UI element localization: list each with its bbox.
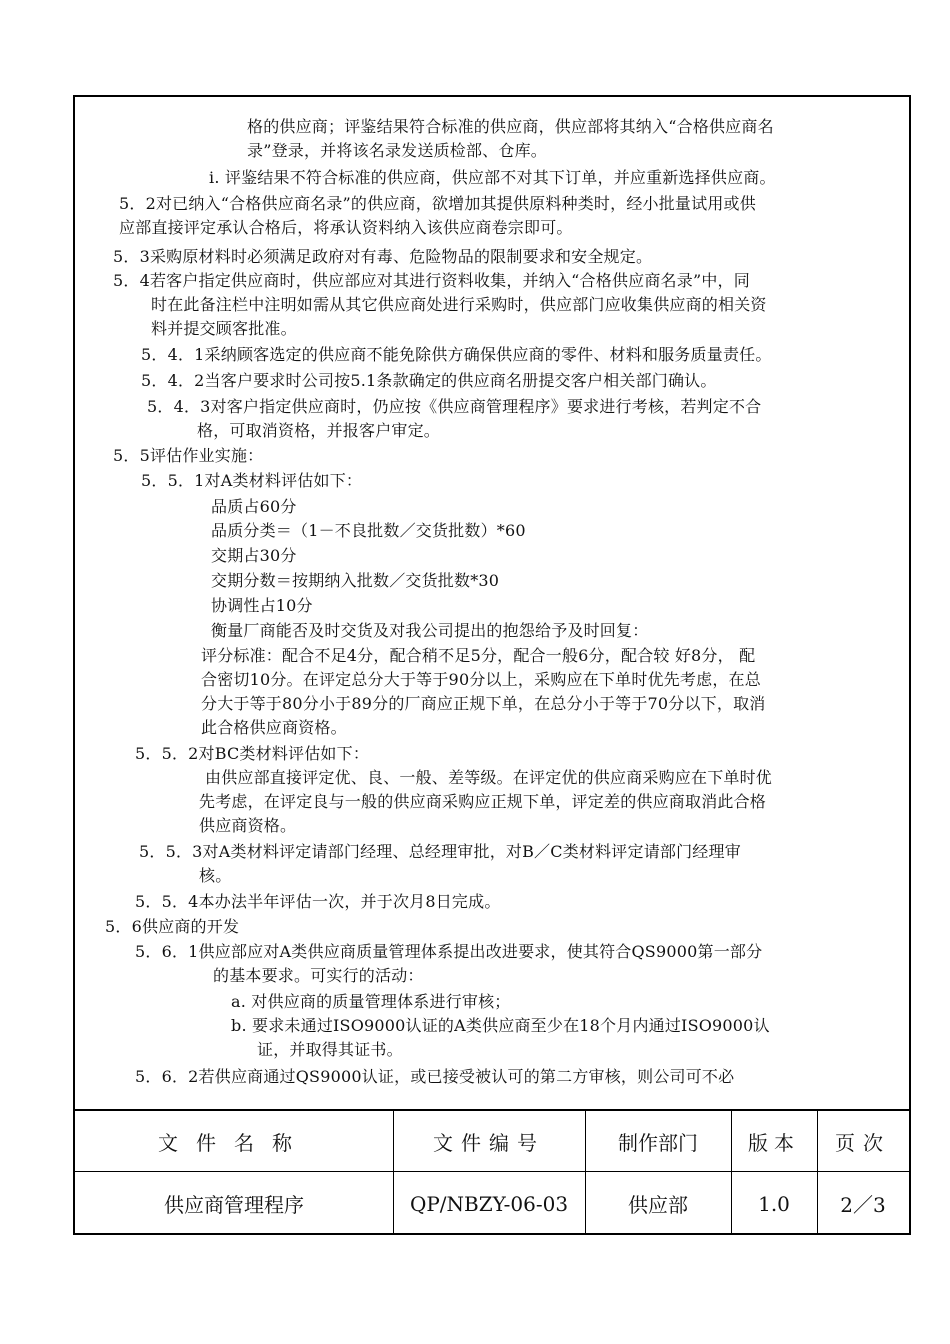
body-line: 5．5．2对BC类材料评估如下： xyxy=(135,744,370,763)
body-line: 时在此备注栏中注明如需从其它供应商处进行采购时，供应部门应收集供应商的相关资 xyxy=(151,295,767,314)
footer-header-page: 页次 xyxy=(835,1130,891,1155)
body-line: 料并提交顾客批准。 xyxy=(151,319,297,338)
footer-header-version: 版本 xyxy=(748,1130,800,1155)
body-line: 分大于等于80分小于89分的厂商应正规下单，在总分小于等于70分以下，取消 xyxy=(201,694,766,713)
body-line: 5．6供应商的开发 xyxy=(105,917,240,936)
body-line: 应部直接评定承认合格后，将承认资料纳入该供应商卷宗即可。 xyxy=(119,218,573,237)
footer-department: 供应部 xyxy=(628,1193,688,1217)
body-line: 格，可取消资格，并报客户审定。 xyxy=(197,421,441,440)
body-line: 证，并取得其证书。 xyxy=(257,1040,403,1059)
footer-header-department: 制作部门 xyxy=(618,1130,698,1155)
footer-page-number: 2／3 xyxy=(840,1193,886,1217)
body-line: 5．4．1采纳顾客选定的供应商不能免除供方确保供应商的零件、材料和服务质量责任。 xyxy=(141,345,772,364)
body-line: 5．4若客户指定供应商时，供应部应对其进行资料收集，并纳入“合格供应商名录”中，同 xyxy=(113,271,750,290)
footer-version: 1.0 xyxy=(758,1191,790,1216)
body-line: 5．6．1供应部应对A类供应商质量管理体系提出改进要求，使其符合QS9000第一部分 xyxy=(135,942,763,961)
body-line: 5．5评估作业实施： xyxy=(113,446,264,465)
body-line: 由供应部直接评定优、良、一般、差等级。在评定优的供应商采购应在下单时优 xyxy=(205,768,773,787)
body-line: 核。 xyxy=(199,866,232,885)
body-line: 评分标准：配合不足4分，配合稍不足5分，配合一般6分，配合较 好8分， 配 xyxy=(201,646,756,665)
body-line: 格的供应商；评鉴结果符合标准的供应商，供应部将其纳入“合格供应商名 xyxy=(247,117,774,136)
body-line: 录”登录，并将该名录发送质检部、仓库。 xyxy=(247,141,547,160)
body-line: 5．5．3对A类材料评定请部门经理、总经理审批，对B／C类材料评定请部门经理审 xyxy=(139,842,741,861)
body-line: 合密切10分。在评定总分大于等于90分以上，采购应在下单时优先考虑，在总 xyxy=(201,670,761,689)
body-line: 5．2对已纳入“合格供应商名录”的供应商，欲增加其提供原料种类时，经小批量试用或供 xyxy=(119,194,756,213)
body-line: 此合格供应商资格。 xyxy=(201,718,347,737)
document-frame xyxy=(73,95,911,1235)
body-line: 的基本要求。可实行的活动： xyxy=(213,966,424,985)
footer-document-name: 供应商管理程序 xyxy=(164,1193,304,1217)
body-line: 衡量厂商能否及时交货及对我公司提出的抱怨给予及时回复： xyxy=(211,621,649,640)
body-line: 品质分类＝（1－不良批数／交货批数）*60 xyxy=(211,521,526,540)
body-line: 品质占60分 xyxy=(211,497,297,516)
body-line: i. 评鉴结果不符合标准的供应商，供应部不对其下订单，并应重新选择供应商。 xyxy=(209,168,776,187)
body-line: 先考虑，在评定良与一般的供应商采购应正规下单，评定差的供应商取消此合格 xyxy=(199,792,767,811)
body-line: 协调性占10分 xyxy=(211,596,313,615)
body-line: 5．6．2若供应商通过QS9000认证，或已接受被认可的第二方审核，则公司可不必 xyxy=(135,1067,735,1086)
body-line: 5．4．3对客户指定供应商时，仍应按《供应商管理程序》要求进行考核，若判定不合 xyxy=(147,397,762,416)
body-line: 5．3采购原材料时必须满足政府对有毒、危险物品的限制要求和安全规定。 xyxy=(113,247,653,266)
body-line: 交期分数＝按期纳入批数／交货批数*30 xyxy=(211,571,500,590)
footer-document-number: QP/NBZY-06-03 xyxy=(409,1191,569,1216)
body-line: 供应商资格。 xyxy=(199,816,297,835)
body-line: 交期占30分 xyxy=(211,546,297,565)
body-line: a. 对供应商的质量管理体系进行审核； xyxy=(231,992,511,1011)
body-line: 5．4．2当客户要求时公司按5.1条款确定的供应商名册提交客户相关部门确认。 xyxy=(141,371,717,390)
document-footer-table xyxy=(75,1109,909,1235)
body-line: 5．5．4本办法半年评估一次，并于次月8日完成。 xyxy=(135,892,501,911)
footer-header-number: 文件编号 xyxy=(433,1130,545,1155)
body-line: 5．5．1对A类材料评估如下： xyxy=(141,471,363,490)
footer-header-name: 文件名称 xyxy=(158,1130,310,1155)
body-line: b. 要求未通过ISO9000认证的A类供应商至少在18个月内通过ISO9000认 xyxy=(231,1016,770,1035)
